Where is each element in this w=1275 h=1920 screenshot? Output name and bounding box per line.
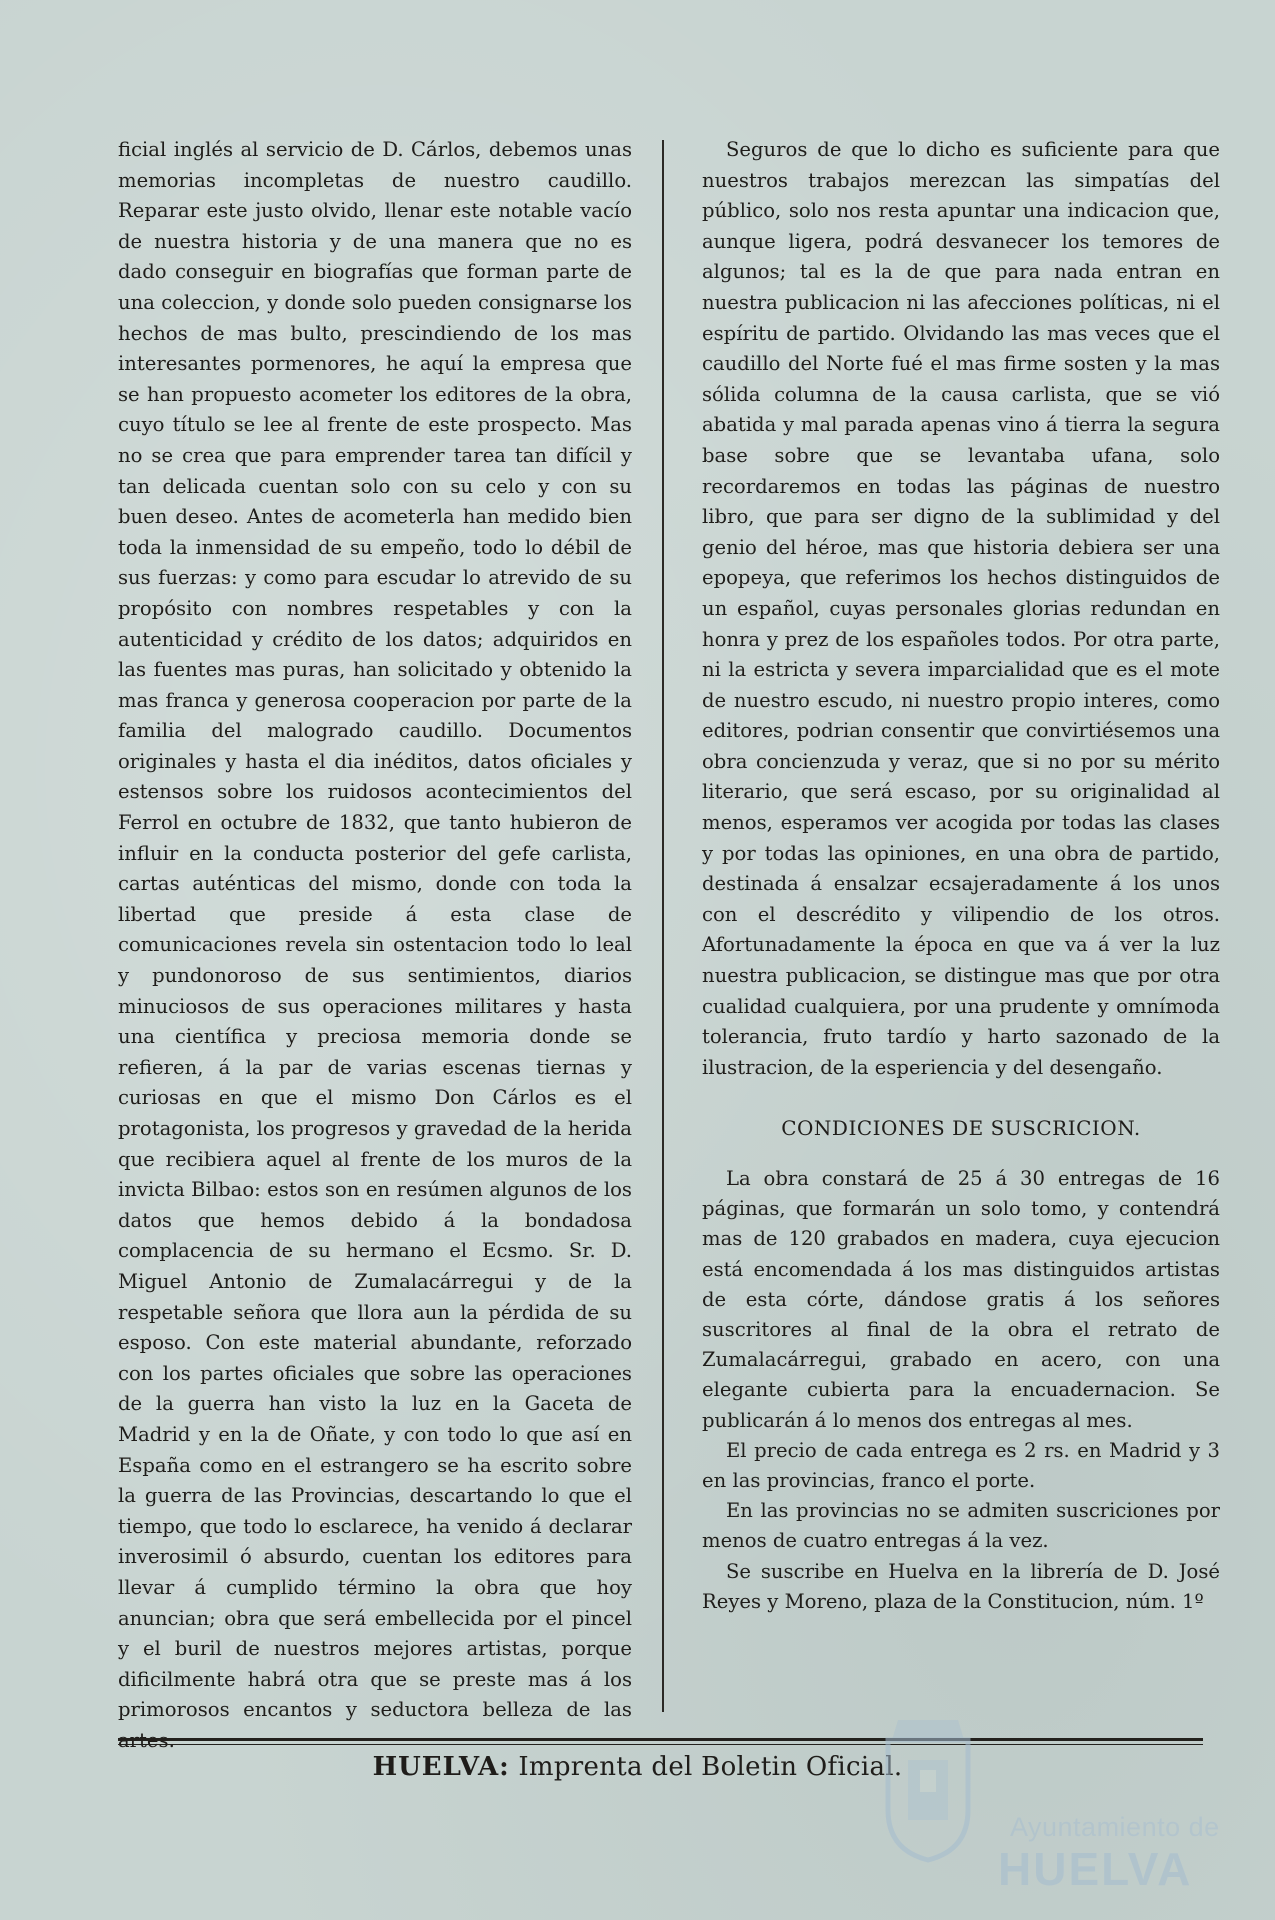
subscription-conditions-heading: CONDICIONES DE SUSCRICION. xyxy=(781,1116,1141,1141)
left-column-paragraph: ficial inglés al servicio de D. Cárlos, debemos unas memorias incompletas de nuestro caudillo. Reparar este justo olvido, llenar este notable vacío de nuestra historia y de una manera que no es dado conseguir en biografías que forman parte de una coleccion, y donde solo pueden consignarse los hechos de mas bulto, prescindiendo de los mas interesantes pormenores, he aquí la empresa que se han propuesto acometer los editores de la obra, cuyo título se lee al frente de este prospecto. Mas no se crea que para emprender tarea tan difícil y tan delicada cuentan solo con su celo y con su buen deseo. Antes de acometerla han medido bien toda la inmensidad de su empeño, todo lo débil de sus fuerzas: y como para escudar lo atrevido de su propósito con nombres respetables y con la autenticidad y crédito de los datos; adquiridos en las fuentes mas puras, han solicitado y obtenido la mas franca y generosa cooperacion por parte de la familia del malogrado caudillo. Documentos originales y hasta el dia inéditos, datos oficiales y estensos sobre los ruidosos acontecimientos del Ferrol en octubre de 1832, que tanto hubieron de influir en la conducta posterior del gefe carlista, cartas auténticas del mismo, donde con toda la libertad que preside á esta clase de comunicaciones revela sin ostentacion todo lo leal y pundonoroso de sus sentimientos, diarios minuciosos de sus operaciones militares y hasta una científica y preciosa memoria donde se refieren, á la par de varias escenas tiernas y curiosas en que el mismo Don Cárlos es el protagonista, los progresos y gravedad de la herida que recibiera aquel al frente de los muros de la invicta Bilbao: estos son en resúmen algunos de los datos que hemos debido á la bondadosa complacencia de su hermano el Ecsmo. Sr. D. Miguel Antonio de Zumalacárregui y de la respetable señora que llora aun la pérdida de su esposo. Con este material abundante, reforzado con los partes oficiales que sobre las operaciones de la guerra han visto la luz en la Gaceta de Madrid y en la de Oñate, y con todo lo que así en España como en el estrangero se ha escrito sobre la guerra de las Provincias, descartando lo que el tiempo, que todo lo esclarece, ha venido á declarar inverosimil ó absurdo, cuentan los editores para llevar á cumplido término la obra que hoy anuncian; obra que será embellecida por el pincel y el buril de nuestros mejores artistas, porque dificilmente habrá otra que se preste mas á los primorosos encantos y seductora belleza de las xyxy=(118,138,632,1722)
watermark-line1: Ayuntamiento de xyxy=(1010,1812,1220,1842)
watermark-line2: HUELVA xyxy=(998,1843,1193,1895)
condition-paragraph: La obra constará de 25 á 30 entregas de 16 páginas, que formarán un solo tomo, y contendrá mas de 120 grabados en madera, cuya ejecucion está encomendada á los mas distinguidos artistas de esta córte, dándose gratis á los señores suscritores al final de la obra el retrato de Zumalacárregui, grabado en acero, con una elegante cubierta para la encuadernacion. Se publicarán á lo menos dos entregas al mes. xyxy=(702,1167,1220,1432)
imprint-city: HUELVA: xyxy=(372,1752,510,1782)
conditions-list xyxy=(702,1164,1220,1617)
column-divider xyxy=(662,140,664,1712)
intro-paragraph: Seguros de que lo dicho es suficiente para que nuestros trabajos merezcan las simpatías del público, solo nos resta apuntar una indicacion que, aunque ligera, podrá desvanecer los temores de algunos; tal es la de que para nada entran en nuestra publicacion ni las afecciones políticas, ni el espíritu de partido. Olvidando las mas veces que el caudillo del Norte fué el mas firme sosten y la mas sólida columna de la causa carlista, que se vió abatida y mal parada apenas vino á tierra la segura base sobre que se levantaba ufana, solo recordaremos en todas las páginas de nuestro libro, que para ser digno de la sublimidad y del genio del héroe, mas que historia debiera ser una epopeya, que referimos los hechos distinguidos de un español, cuyas personales glorias redundan en honra y prez de los españoles todos. Por otra parte, ni la estricta y severa imparcialidad que es el mote de nuestro escudo, ni nuestro propio interes, como editores, podrian consentir que convirtiésemos una obra concienzuda y veraz, que si no por su mérito literario, que será escaso, por su originalidad al menos, esperamos ver acogida por todas las clases y por todas las opiniones, en una obra de partido, destinada á ensalzar ecsajeradamente á los unos con el descrédito y vilipendio de los otros. Afortunadamente la época en que va á ver la luz nuestra publicacion, se distingue mas que por otra cualidad cualquiera, por una prudente y omnímoda tolerancia, fruto tardío y harto sazonado de la ilustracion, de la esperiencia y del desengaño. xyxy=(702,138,1220,1079)
right-text-column xyxy=(702,135,1220,1617)
condition-paragraph: El precio de cada entrega es 2 rs. en Madrid y 3 en las provincias, franco el porte. xyxy=(702,1438,1220,1493)
imprint-printer: Imprenta del Boletin Oficial. xyxy=(518,1752,903,1782)
archive-watermark xyxy=(868,1700,1228,1895)
condition-paragraph: Se suscribe en Huelva en la librería de D. José Reyes y Moreno, plaza de la Constitucion, núm. 1º xyxy=(702,1559,1220,1613)
left-text-column xyxy=(118,135,632,1756)
coat-of-arms-icon xyxy=(868,1700,988,1865)
condition-paragraph: En las provincias no se admiten suscriciones por menos de cuatro entregas á la vez. xyxy=(702,1499,1220,1553)
